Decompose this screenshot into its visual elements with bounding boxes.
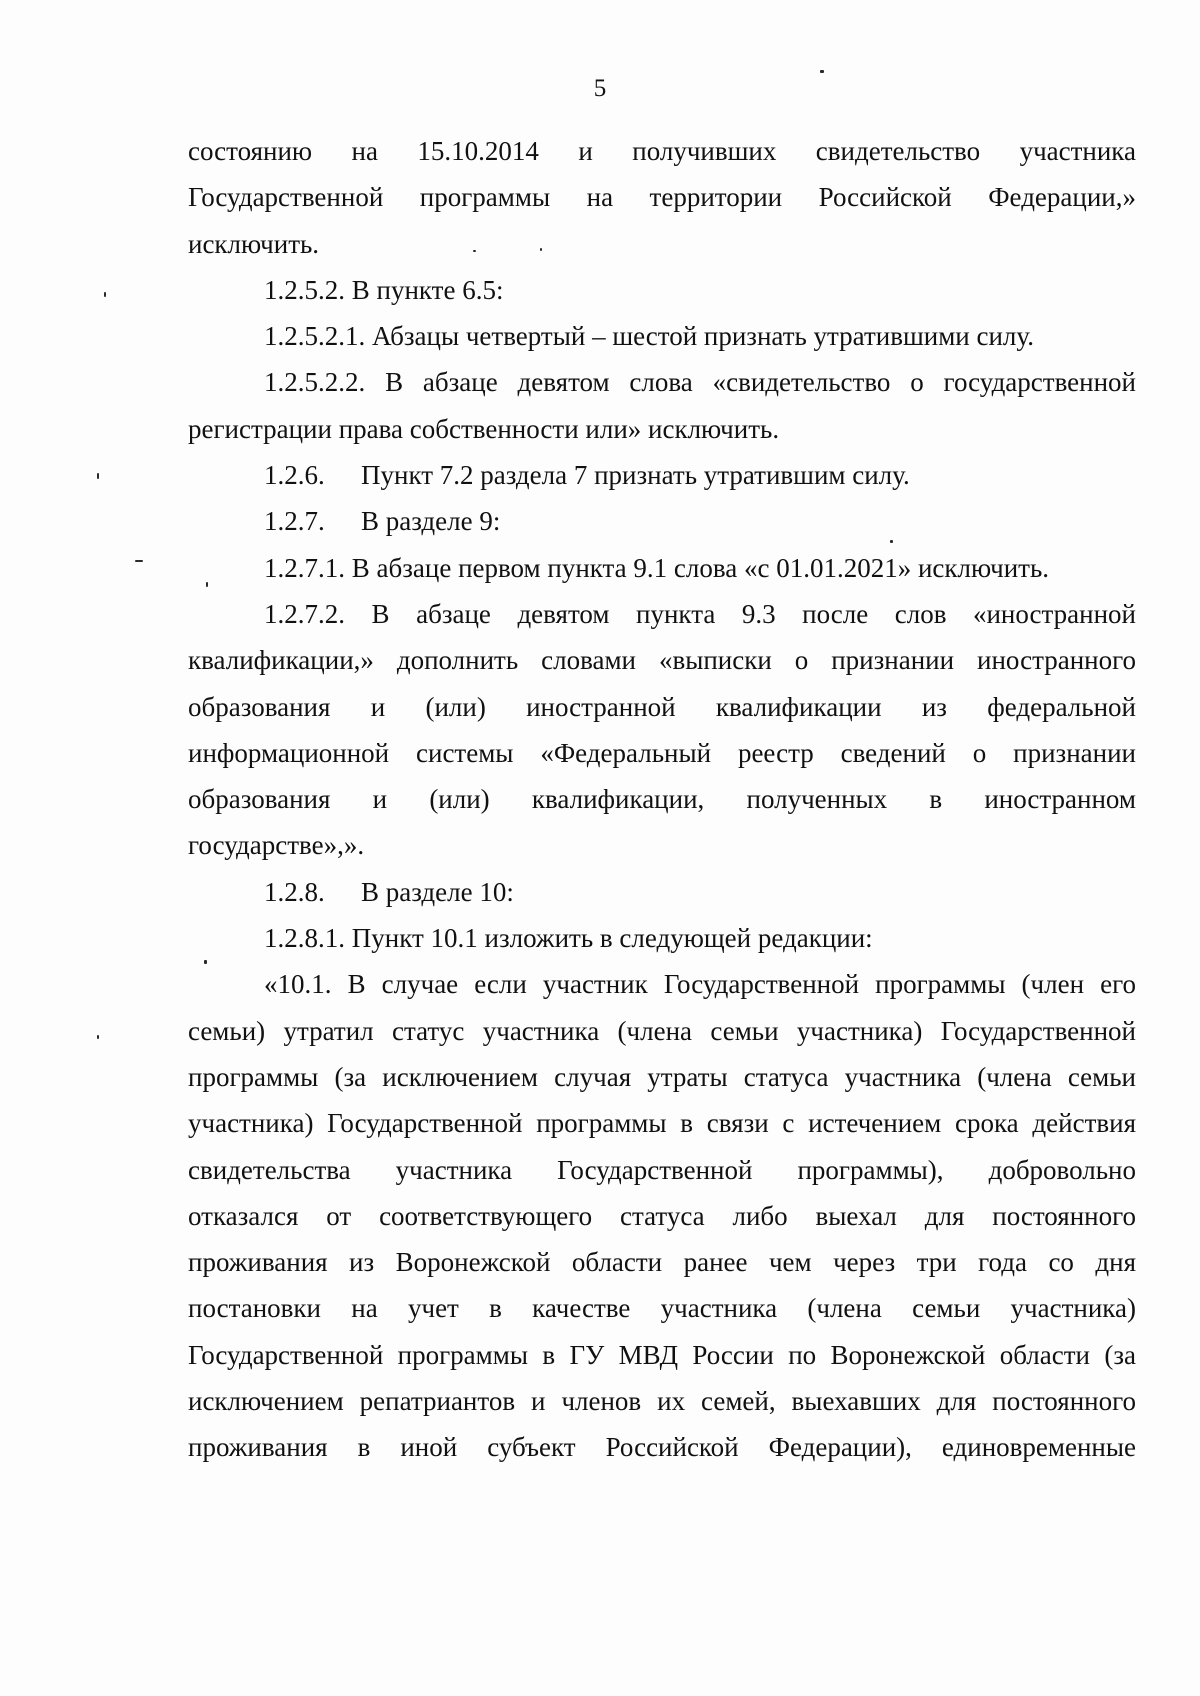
clause-number: 1.2.5.2.: [264, 274, 345, 305]
line-text: В абзаце девятом слова «свидетельство о государственной: [385, 367, 1136, 398]
line-text: исключением репатриантов и членов их семей, выехавших для постоянного: [188, 1386, 1136, 1417]
scan-speck: [820, 70, 824, 73]
scan-speck: [135, 560, 143, 562]
scan-speck: [104, 292, 106, 297]
line-text: квалификации,» дополнить словами «выписки о признании иностранного: [188, 645, 1136, 676]
page-number: 5: [593, 75, 607, 102]
clause-number: 1.2.7.: [264, 506, 325, 537]
text-line: [188, 637, 1136, 683]
line-text: Государственной программы на территории Российской Федерации,»: [188, 182, 1136, 213]
text-line: [188, 961, 1136, 1007]
scan-speck: [97, 473, 99, 479]
text-line: [188, 730, 1136, 776]
line-text: отказался от соответствующего статуса либо выехал для постоянного: [188, 1200, 1136, 1231]
line-text: регистрации права собственности или» исключить.: [188, 413, 780, 444]
line-text: образования и (или) квалификации, полученных в иностранном: [188, 784, 1136, 815]
text-line: [188, 1378, 1136, 1424]
text-line: [188, 1424, 1136, 1470]
clause-number: 1.2.7.2.: [264, 598, 345, 629]
scan-speck: [204, 960, 207, 964]
line-text: В абзаце девятом пункта 9.3 после слов «иностранной: [371, 598, 1137, 629]
line-text: В разделе 9:: [361, 506, 501, 537]
text-line: [188, 1147, 1136, 1193]
text-line: [188, 1008, 1136, 1054]
text-line: [188, 776, 1136, 822]
text-line: [188, 128, 1136, 174]
text-line: [188, 406, 1136, 452]
line-text: программы (за исключением случая утраты статуса участника (члена семьи: [188, 1061, 1136, 1092]
line-text: Абзацы четвертый – шестой признать утратившими силу.: [372, 321, 1034, 352]
clause-number: 1.2.8.1.: [264, 923, 345, 954]
clause-number: 1.2.5.2.2.: [264, 367, 366, 398]
text-line: [188, 1285, 1136, 1331]
line-text: свидетельства участника Государственной программы), добровольно: [188, 1154, 1136, 1185]
line-text: проживания из Воронежской области ранее чем через три года со дня: [188, 1247, 1136, 1278]
text-line: [188, 313, 1136, 359]
text-line: [188, 498, 1136, 544]
text-line: [188, 1054, 1136, 1100]
scan-speck: [97, 1035, 99, 1039]
text-line: [188, 1239, 1136, 1285]
text-line: [188, 591, 1136, 637]
line-text: постановки на учет в качестве участника (члена семьи участника): [188, 1293, 1136, 1324]
line-text: «10.1. В случае если участник Государственной программы (член его: [264, 969, 1136, 1000]
line-text: В разделе 10:: [361, 876, 514, 907]
text-line: [188, 174, 1136, 220]
text-line: [188, 915, 1136, 961]
line-text: Пункт 7.2 раздела 7 признать утратившим силу.: [361, 460, 910, 491]
scan-speck: [473, 250, 476, 252]
text-line: [188, 221, 1136, 267]
line-text: состоянию на 15.10.2014 и получивших свидетельство участника: [188, 136, 1136, 166]
text-line: [188, 1332, 1136, 1378]
clause-number: 1.2.6.: [264, 460, 325, 491]
line-text: Государственной программы в ГУ МВД России по Воронежской области (за: [188, 1339, 1136, 1370]
scan-speck: [890, 540, 893, 543]
line-text: семьи) утратил статус участника (члена семьи участника) Государственной: [188, 1015, 1136, 1046]
line-text: участника) Государственной программы в связи с истечением срока действия: [188, 1108, 1136, 1139]
line-text: В пункте 6.5:: [351, 274, 504, 305]
text-line: [188, 1193, 1136, 1239]
scan-speck: [206, 582, 208, 587]
clause-number: 1.2.7.1.: [264, 552, 345, 583]
text-line: [188, 684, 1136, 730]
text-line: [188, 822, 1136, 868]
document-body: [188, 128, 1136, 1471]
text-line: [188, 452, 1136, 498]
text-line: [188, 545, 1136, 591]
clause-number: 1.2.8.: [264, 876, 325, 907]
line-text: Пункт 10.1 изложить в следующей редакции:: [351, 923, 873, 954]
clause-number: 1.2.5.2.1.: [264, 321, 366, 352]
line-text: информационной системы «Федеральный реестр сведений о признании: [188, 737, 1136, 768]
line-text: В абзаце первом пункта 9.1 слова «с 01.01.2021» исключить.: [351, 552, 1050, 583]
text-line: [188, 869, 1136, 915]
scan-speck: [540, 248, 542, 251]
line-text: государстве»,».: [188, 830, 365, 861]
text-line: [188, 359, 1136, 405]
line-text: образования и (или) иностранной квалификации из федеральной: [188, 691, 1136, 722]
line-text: исключить.: [188, 228, 320, 259]
line-text: проживания в иной субъект Российской Федерации), единовременные: [188, 1432, 1136, 1463]
text-line: [188, 1100, 1136, 1146]
text-line: [188, 267, 1136, 313]
